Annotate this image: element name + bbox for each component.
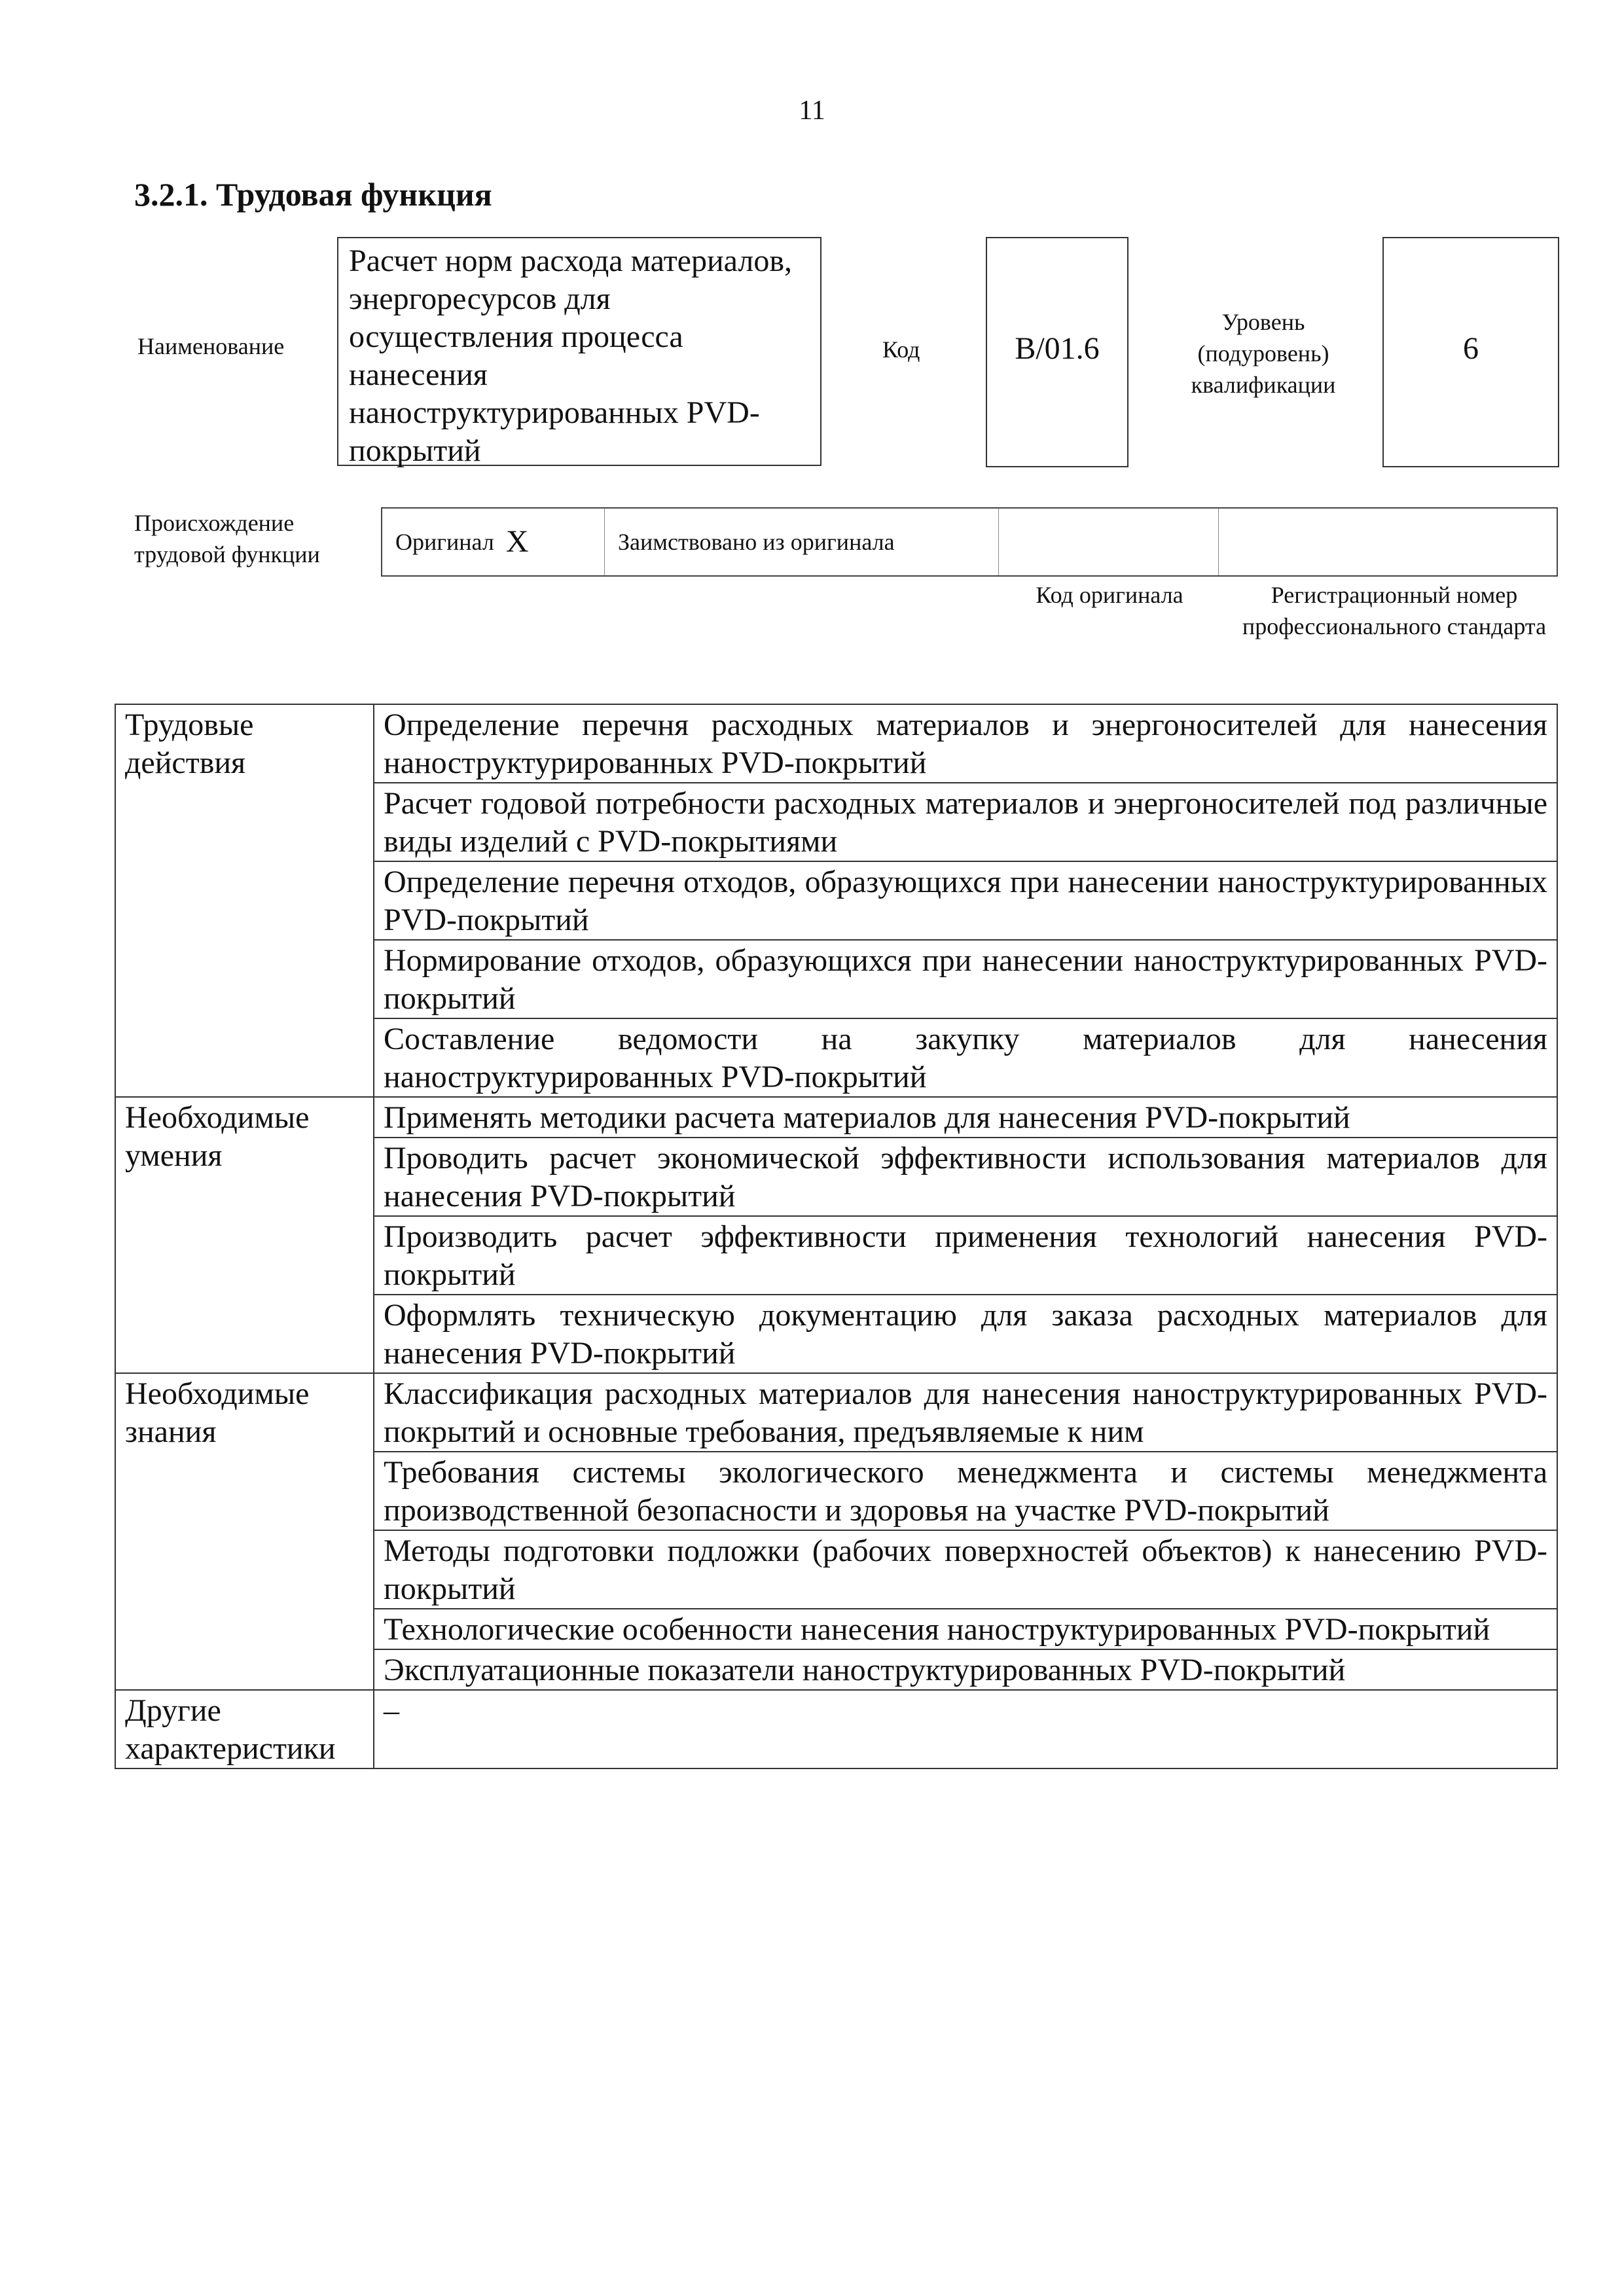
- reg-number-caption: Регистрационный номер профессионального стандарта: [1242, 582, 1547, 639]
- table-row: [115, 1373, 1557, 1452]
- origin-reg-cell: [1219, 509, 1558, 575]
- original-mark: X: [505, 524, 529, 559]
- origin-borrowed-cell: [605, 509, 999, 575]
- section-item: –: [374, 1690, 1557, 1768]
- section-item: Определение перечня отходов, образующихся при нанесении наноструктурированных PVD-покрытий: [374, 861, 1557, 940]
- section-item: Требования системы экологического менеджмента и системы менеджмента производственной безопасности и здоровья на участке PVD-покрытий: [374, 1452, 1557, 1530]
- section-title-cell: Необходимые знания: [115, 1373, 374, 1690]
- function-name: Расчет норм расхода материалов, энергоресурсов для осуществления процесса нанесения наноструктурированных PVD-покрытий: [349, 243, 793, 468]
- code-label: Код: [882, 336, 920, 363]
- origin-original-cell: [382, 509, 605, 575]
- page-number: 11: [799, 96, 825, 126]
- code-box: [986, 237, 1128, 467]
- section-item: Производить расчет эффективности применения технологий нанесения PVD-покрытий: [374, 1216, 1557, 1295]
- section-item: Определение перечня расходных материалов и энергоносителей для нанесения наноструктурированных PVD-покрытий: [374, 704, 1557, 783]
- section-item: Классификация расходных материалов для нанесения наноструктурированных PVD-покрытий и основные требования, предъявляемые к ним: [374, 1373, 1557, 1452]
- section-title: 3.2.1. Трудовая функция: [134, 176, 492, 213]
- origin-code-cell: [999, 509, 1219, 575]
- level-box: [1382, 237, 1559, 467]
- section-title-cell: Необходимые умения: [115, 1097, 374, 1373]
- table-row: [115, 704, 1557, 783]
- original-label: Оригинал: [395, 529, 494, 555]
- name-label: Наименование: [137, 333, 285, 359]
- code-value: B/01.6: [1015, 331, 1100, 366]
- table-row: [115, 1097, 1557, 1138]
- level-label: Уровень (подуровень) квалификации: [1191, 309, 1336, 398]
- section-item: Составление ведомости на закупку материалов для нанесения наноструктурированных PVD-покрытий: [374, 1018, 1557, 1097]
- original-code-caption: Код оригинала: [1036, 582, 1183, 608]
- level-value: 6: [1463, 331, 1479, 366]
- origin-table: [381, 507, 1558, 577]
- function-name-box: [337, 237, 821, 466]
- section-item: Технологические особенности нанесения наноструктурированных PVD-покрытий: [374, 1609, 1557, 1649]
- section-item: Нормирование отходов, образующихся при нанесении наноструктурированных PVD-покрытий: [374, 940, 1557, 1018]
- borrowed-label: Заимствовано из оригинала: [618, 529, 895, 555]
- section-title-cell: Другие характеристики: [115, 1690, 374, 1768]
- table-row: [115, 1690, 1557, 1768]
- function-details-table: [115, 704, 1558, 1769]
- section-item: Расчет годовой потребности расходных материалов и энергоносителей под различные виды изделий с PVD-покрытиями: [374, 783, 1557, 861]
- section-item: Методы подготовки подложки (рабочих поверхностей объектов) к нанесению PVD-покрытий: [374, 1530, 1557, 1609]
- origin-label: Происхождение трудовой функции: [134, 510, 320, 567]
- section-item: Эксплуатационные показатели наноструктурированных PVD-покрытий: [374, 1649, 1557, 1690]
- section-item: Проводить расчет экономической эффективности использования материалов для нанесения PVD-покрытий: [374, 1138, 1557, 1216]
- section-item: Оформлять техническую документацию для заказа расходных материалов для нанесения PVD-покрытий: [374, 1295, 1557, 1373]
- section-title-cell: Трудовые действия: [115, 704, 374, 1097]
- section-item: Применять методики расчета материалов для нанесения PVD-покрытий: [374, 1097, 1557, 1138]
